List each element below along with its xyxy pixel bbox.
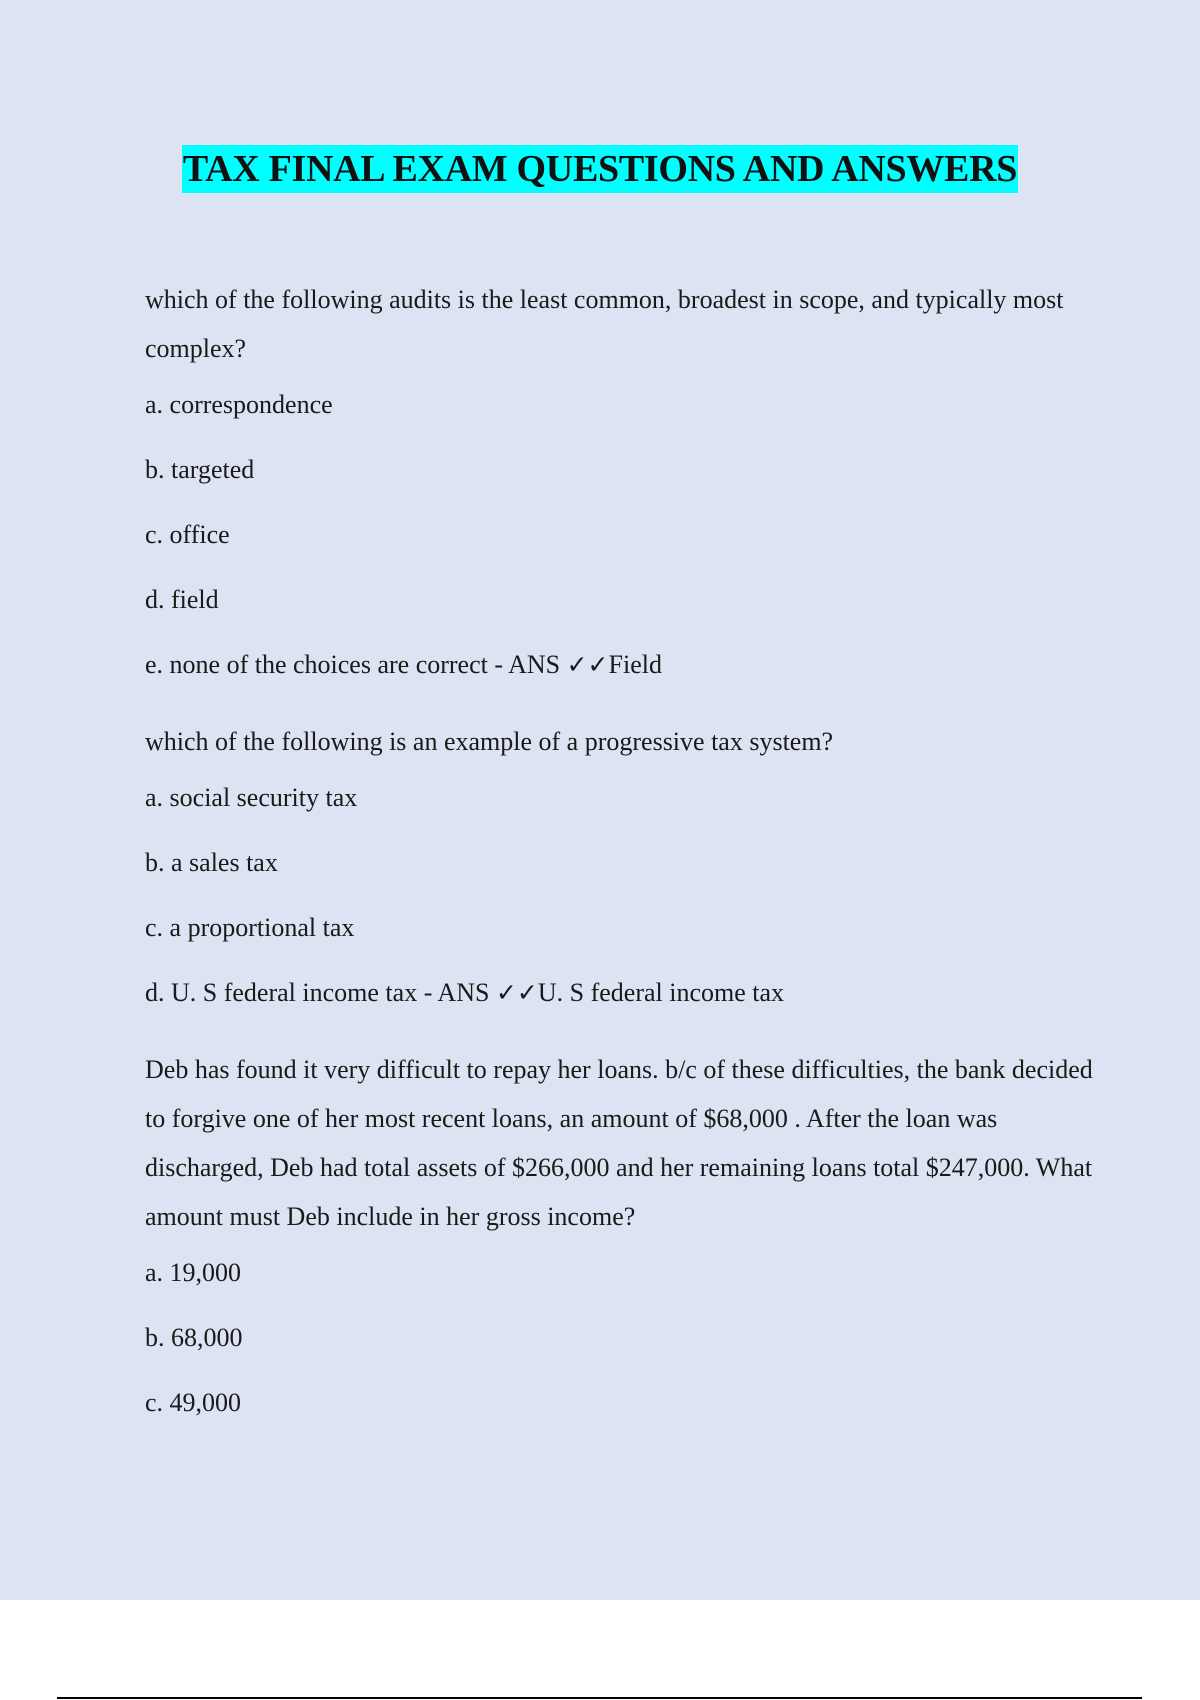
page-title: TAX FINAL EXAM QUESTIONS AND ANSWERS (182, 145, 1018, 193)
question-2-option-d: d. U. S federal income tax - (145, 978, 438, 1007)
question-2-option-b: b. a sales tax (145, 848, 278, 877)
double-check-icon: ✓✓ (495, 978, 538, 1007)
question-1-option-a: a. correspondence (145, 390, 333, 419)
question-3-option-a: a. 19,000 (145, 1258, 242, 1287)
question-3-option-c: c. 49,000 (145, 1388, 242, 1417)
question-1-option-d: d. field (145, 585, 219, 614)
question-1-option-c: c. office (145, 520, 230, 549)
question-1-answer: Field (608, 650, 662, 679)
question-2-option-a: a. social security tax (145, 783, 358, 812)
question-2-option-c: c. a proportional tax (145, 913, 355, 942)
question-2-answer-line (145, 977, 1095, 1009)
title-container (0, 145, 1200, 193)
question-2-answer: U. S federal income tax (537, 978, 785, 1007)
document-content (145, 275, 1095, 1452)
question-3-option-b: b. 68,000 (145, 1323, 243, 1352)
answer-label: ANS (508, 650, 567, 679)
question-1-option-e: e. none of the choices are correct - (145, 650, 509, 679)
question-2-text: which of the following is an example of a progressive tax system? (145, 727, 834, 756)
question-1-option-b: b. targeted (145, 455, 255, 484)
question-1-text: which of the following audits is the least common, broadest in scope, and typically most complex? (145, 285, 1064, 363)
question-3-text: Deb has found it very difficult to repay her loans. b/c of these difficulties, the bank decided to forgive one of her most recent loans, an amount of $68,000 . After the loan was discharged, Deb had total assets of $266,000 and her remaining loans total $247,000. What amount must Deb include in her gross income? (145, 1055, 1093, 1231)
answer-label: ANS (437, 978, 496, 1007)
question-1-answer-line (145, 649, 1095, 681)
footer-divider (57, 1697, 1142, 1699)
double-check-icon: ✓✓ (566, 650, 609, 679)
